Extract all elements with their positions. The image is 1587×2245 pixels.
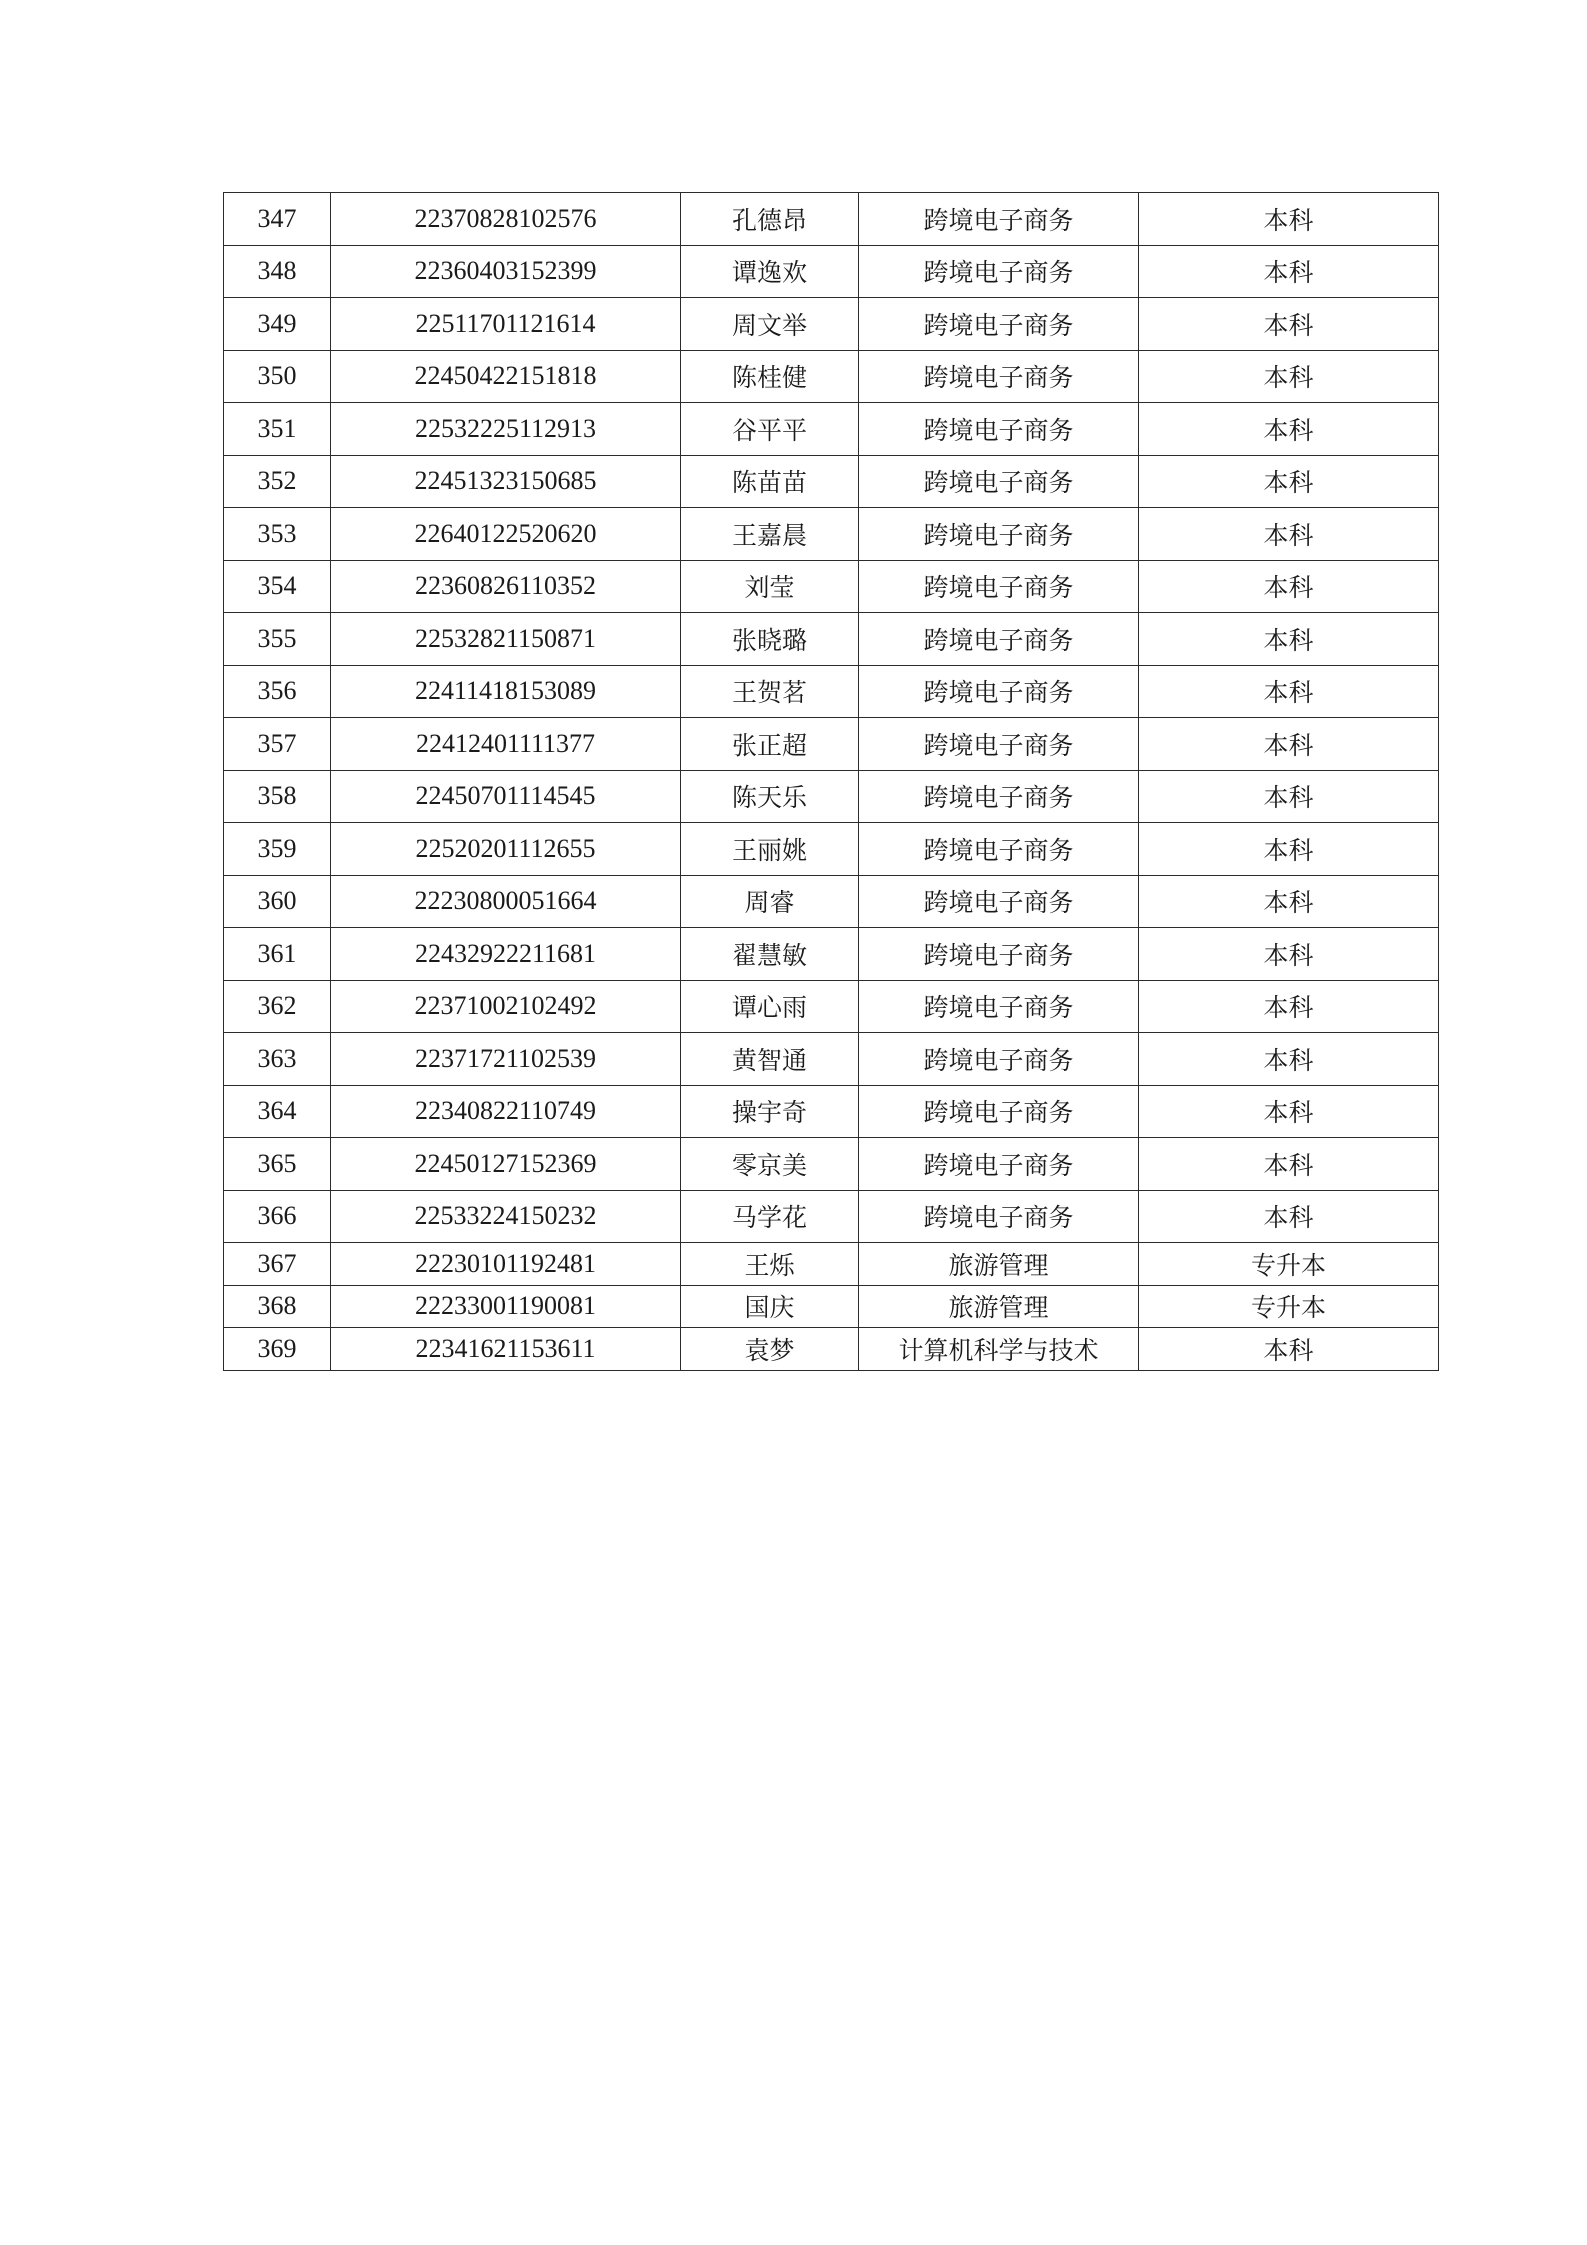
table-row <box>224 1190 1439 1243</box>
degree-level-cell: 本科 <box>1139 403 1439 456</box>
degree-level-cell: 专升本 <box>1139 1243 1439 1286</box>
major-cell: 跨境电子商务 <box>859 245 1139 298</box>
degree-level-cell: 本科 <box>1139 298 1439 351</box>
table-row <box>224 613 1439 666</box>
table-row <box>224 718 1439 771</box>
student-id-cell: 22511701121614 <box>331 298 681 351</box>
degree-level-cell: 本科 <box>1139 718 1439 771</box>
table-row <box>224 875 1439 928</box>
major-cell: 跨境电子商务 <box>859 1138 1139 1191</box>
student-id-cell: 22450701114545 <box>331 770 681 823</box>
student-name-cell: 马学花 <box>681 1190 859 1243</box>
table-row <box>224 1138 1439 1191</box>
major-cell: 跨境电子商务 <box>859 613 1139 666</box>
row-number-cell: 354 <box>224 560 331 613</box>
student-id-cell: 22230101192481 <box>331 1243 681 1286</box>
row-number-cell: 356 <box>224 665 331 718</box>
row-number-cell: 357 <box>224 718 331 771</box>
student-name-cell: 袁梦 <box>681 1328 859 1371</box>
table-row <box>224 560 1439 613</box>
student-id-cell: 22450422151818 <box>331 350 681 403</box>
table-row <box>224 245 1439 298</box>
student-name-cell: 陈苗苗 <box>681 455 859 508</box>
student-name-cell: 刘莹 <box>681 560 859 613</box>
degree-level-cell: 本科 <box>1139 1328 1439 1371</box>
student-name-cell: 谭心雨 <box>681 980 859 1033</box>
table-row <box>224 455 1439 508</box>
student-name-cell: 黄智通 <box>681 1033 859 1086</box>
major-cell: 跨境电子商务 <box>859 193 1139 246</box>
major-cell: 跨境电子商务 <box>859 770 1139 823</box>
table-row <box>224 1243 1439 1286</box>
major-cell: 跨境电子商务 <box>859 980 1139 1033</box>
table-row <box>224 1328 1439 1371</box>
degree-level-cell: 本科 <box>1139 875 1439 928</box>
table-row <box>224 1285 1439 1328</box>
student-id-cell: 22340822110749 <box>331 1085 681 1138</box>
student-id-cell: 22360403152399 <box>331 245 681 298</box>
major-cell: 跨境电子商务 <box>859 560 1139 613</box>
degree-level-cell: 本科 <box>1139 508 1439 561</box>
row-number-cell: 351 <box>224 403 331 456</box>
major-cell: 跨境电子商务 <box>859 1085 1139 1138</box>
row-number-cell: 355 <box>224 613 331 666</box>
row-number-cell: 368 <box>224 1285 331 1328</box>
student-list-table <box>223 192 1439 1371</box>
student-name-cell: 张正超 <box>681 718 859 771</box>
row-number-cell: 363 <box>224 1033 331 1086</box>
table-body <box>224 193 1439 1371</box>
student-name-cell: 王嘉晨 <box>681 508 859 561</box>
major-cell: 跨境电子商务 <box>859 455 1139 508</box>
student-id-cell: 22233001190081 <box>331 1285 681 1328</box>
student-name-cell: 王烁 <box>681 1243 859 1286</box>
major-cell: 旅游管理 <box>859 1243 1139 1286</box>
major-cell: 跨境电子商务 <box>859 928 1139 981</box>
student-name-cell: 零京美 <box>681 1138 859 1191</box>
table-row <box>224 298 1439 351</box>
student-name-cell: 王丽姚 <box>681 823 859 876</box>
student-name-cell: 陈天乐 <box>681 770 859 823</box>
student-name-cell: 孔德昂 <box>681 193 859 246</box>
degree-level-cell: 本科 <box>1139 1085 1439 1138</box>
degree-level-cell: 本科 <box>1139 823 1439 876</box>
major-cell: 跨境电子商务 <box>859 1033 1139 1086</box>
major-cell: 跨境电子商务 <box>859 508 1139 561</box>
student-id-cell: 22451323150685 <box>331 455 681 508</box>
student-name-cell: 王贺茗 <box>681 665 859 718</box>
student-id-cell: 22432922211681 <box>331 928 681 981</box>
row-number-cell: 348 <box>224 245 331 298</box>
major-cell: 跨境电子商务 <box>859 665 1139 718</box>
student-id-cell: 22371002102492 <box>331 980 681 1033</box>
student-id-cell: 22360826110352 <box>331 560 681 613</box>
student-id-cell: 22532821150871 <box>331 613 681 666</box>
degree-level-cell: 本科 <box>1139 193 1439 246</box>
student-id-cell: 22533224150232 <box>331 1190 681 1243</box>
student-id-cell: 22412401111377 <box>331 718 681 771</box>
row-number-cell: 362 <box>224 980 331 1033</box>
student-name-cell: 陈桂健 <box>681 350 859 403</box>
degree-level-cell: 本科 <box>1139 980 1439 1033</box>
major-cell: 跨境电子商务 <box>859 298 1139 351</box>
row-number-cell: 360 <box>224 875 331 928</box>
table-row <box>224 350 1439 403</box>
degree-level-cell: 本科 <box>1139 613 1439 666</box>
row-number-cell: 353 <box>224 508 331 561</box>
table-row <box>224 823 1439 876</box>
student-name-cell: 翟慧敏 <box>681 928 859 981</box>
row-number-cell: 361 <box>224 928 331 981</box>
student-name-cell: 国庆 <box>681 1285 859 1328</box>
row-number-cell: 358 <box>224 770 331 823</box>
student-id-cell: 22411418153089 <box>331 665 681 718</box>
student-name-cell: 张晓璐 <box>681 613 859 666</box>
student-id-cell: 22640122520620 <box>331 508 681 561</box>
degree-level-cell: 本科 <box>1139 1033 1439 1086</box>
row-number-cell: 365 <box>224 1138 331 1191</box>
table-row <box>224 770 1439 823</box>
row-number-cell: 347 <box>224 193 331 246</box>
table-row <box>224 508 1439 561</box>
student-id-cell: 22370828102576 <box>331 193 681 246</box>
row-number-cell: 349 <box>224 298 331 351</box>
student-id-cell: 22341621153611 <box>331 1328 681 1371</box>
row-number-cell: 366 <box>224 1190 331 1243</box>
degree-level-cell: 本科 <box>1139 665 1439 718</box>
degree-level-cell: 本科 <box>1139 1138 1439 1191</box>
row-number-cell: 359 <box>224 823 331 876</box>
table-row <box>224 193 1439 246</box>
student-id-cell: 22520201112655 <box>331 823 681 876</box>
degree-level-cell: 专升本 <box>1139 1285 1439 1328</box>
degree-level-cell: 本科 <box>1139 1190 1439 1243</box>
student-name-cell: 周睿 <box>681 875 859 928</box>
table-row <box>224 665 1439 718</box>
degree-level-cell: 本科 <box>1139 455 1439 508</box>
table-row <box>224 1085 1439 1138</box>
degree-level-cell: 本科 <box>1139 350 1439 403</box>
degree-level-cell: 本科 <box>1139 770 1439 823</box>
student-id-cell: 22450127152369 <box>331 1138 681 1191</box>
student-name-cell: 谭逸欢 <box>681 245 859 298</box>
major-cell: 跨境电子商务 <box>859 718 1139 771</box>
degree-level-cell: 本科 <box>1139 245 1439 298</box>
major-cell: 跨境电子商务 <box>859 350 1139 403</box>
student-id-cell: 22532225112913 <box>331 403 681 456</box>
row-number-cell: 352 <box>224 455 331 508</box>
row-number-cell: 350 <box>224 350 331 403</box>
student-name-cell: 操宇奇 <box>681 1085 859 1138</box>
major-cell: 计算机科学与技术 <box>859 1328 1139 1371</box>
major-cell: 跨境电子商务 <box>859 1190 1139 1243</box>
table-row <box>224 980 1439 1033</box>
major-cell: 跨境电子商务 <box>859 823 1139 876</box>
major-cell: 跨境电子商务 <box>859 875 1139 928</box>
row-number-cell: 369 <box>224 1328 331 1371</box>
student-name-cell: 周文举 <box>681 298 859 351</box>
row-number-cell: 367 <box>224 1243 331 1286</box>
table-row <box>224 1033 1439 1086</box>
major-cell: 跨境电子商务 <box>859 403 1139 456</box>
student-name-cell: 谷平平 <box>681 403 859 456</box>
student-id-cell: 22371721102539 <box>331 1033 681 1086</box>
student-id-cell: 22230800051664 <box>331 875 681 928</box>
table-row <box>224 928 1439 981</box>
degree-level-cell: 本科 <box>1139 928 1439 981</box>
degree-level-cell: 本科 <box>1139 560 1439 613</box>
row-number-cell: 364 <box>224 1085 331 1138</box>
table-row <box>224 403 1439 456</box>
major-cell: 旅游管理 <box>859 1285 1139 1328</box>
